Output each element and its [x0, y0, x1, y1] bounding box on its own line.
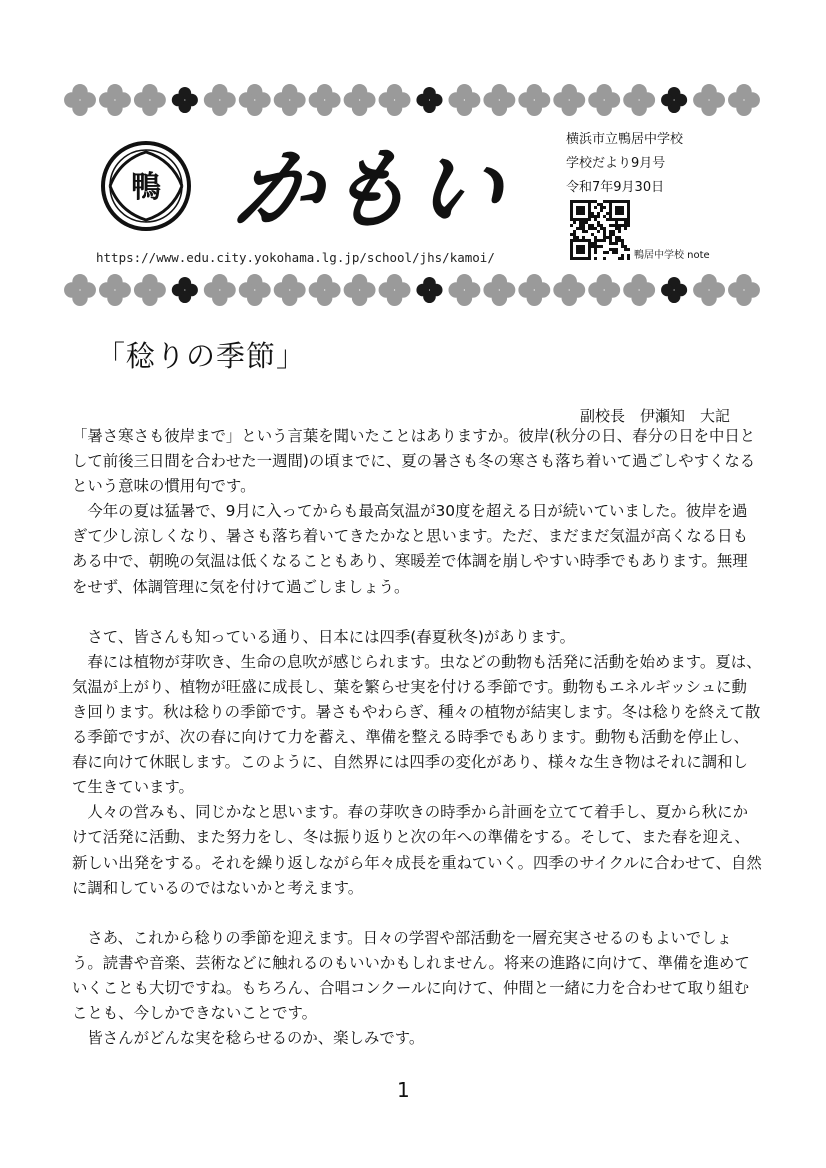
school-url[interactable]: https://www.edu.city.yokohama.lg.jp/school/jhs/kamoi/ [96, 250, 495, 265]
clover-border-bottom-graphic [62, 270, 762, 310]
clover-icon [693, 274, 725, 306]
newsletter-title: かもい [227, 138, 513, 241]
clover-icon [379, 84, 411, 116]
clover-icon [553, 84, 585, 116]
paragraph: さあ、これから稔りの季節を迎えます。日々の学習や部活動を一層充実させるのもよいでしょう。読書や音楽、芸術などに触れるのもいいかもしれません。将来の進路に向けて、準備を進めていくことも大切ですね。もちろん、合唱コンクールに向けて、仲間と一緒に力を合わせて取り組むことも、今しかできないことです。 [72, 928, 750, 1022]
page-number: 1 [397, 1078, 410, 1102]
clover-icon [134, 274, 166, 306]
clover-icon [518, 274, 550, 306]
clover-icon [483, 274, 515, 306]
clover-icon [623, 274, 655, 306]
paragraph: 皆さんがどんな実を稔らせるのか、楽しみです。 [72, 1029, 425, 1048]
paragraph: 「暑さ寒さも彼岸まで」という言葉を聞いたことはありますか。彼岸(秋分の日、春分の日を中日として前後三日間を合わせた一週間)の頃までに、夏の暑さも冬の寒さも落ち着いて過ごしやすくなるという意味の慣用句です。 [72, 427, 756, 496]
clover-icon [623, 84, 655, 116]
clover-icon [483, 84, 515, 116]
emblem-character: 鴨 [131, 170, 161, 205]
clover-icon [588, 274, 620, 306]
clover-icon [379, 274, 411, 306]
clover-icon [553, 274, 585, 306]
clover-icon [344, 274, 376, 306]
clover-icon [274, 274, 306, 306]
issue-date: 令和7年9月30日 [566, 180, 665, 195]
clover-icon [134, 84, 166, 116]
clover-icon [416, 277, 442, 303]
clover-icon [448, 84, 480, 116]
clover-icon [99, 274, 131, 306]
clover-icon [661, 87, 687, 113]
clover-border-bottom [62, 270, 762, 310]
school-info-block [566, 128, 683, 200]
clover-border-top [62, 80, 762, 120]
article-body [72, 424, 762, 1051]
paragraph: 今年の夏は猛暑で、9月に入ってからも最高気温が30度を超える日が続いていました。彼岸を過ぎて少し涼しくなり、暑さも落ち着いてきたかなと思います。ただ、まだまだ気温が高くなる日もある中で、朝晩の気温は低くなることもあり、寒暖差で体調を崩しやすい時季でもあります。無理をせず、体調管理に気を付けて過ごしましょう。 [72, 502, 748, 596]
clover-icon [309, 274, 341, 306]
clover-icon [64, 84, 96, 116]
article-author: 副校長 伊瀬知 大記 [580, 407, 731, 425]
clover-icon [518, 84, 550, 116]
clover-icon [274, 84, 306, 116]
clover-icon [693, 84, 725, 116]
clover-icon [661, 277, 687, 303]
issue-label: 学校だより9月号 [566, 156, 666, 171]
clover-icon [99, 84, 131, 116]
clover-icon [728, 84, 760, 116]
clover-icon [309, 84, 341, 116]
qr-code[interactable] [570, 200, 630, 260]
paragraph: 春には植物が芽吹き、生命の息吹が感じられます。虫などの動物も活発に活動を始めます。夏は、気温が上がり、植物が旺盛に成長し、葉を繁らせ実を付ける季節です。動物もエネルギッシュに動き回ります。秋は稔りの季節です。暑さもやわらぎ、種々の植物が結実します。冬は稔りを終えて散る季節ですが、次の春に向けて力を蓄え、準備を整える時季でもあります。動物も活動を停止し、春に向けて休眠します。このように、自然界には四季の変化があり、様々な生き物はそれに調和して生きています。 [72, 652, 762, 797]
clover-icon [588, 84, 620, 116]
clover-icon [448, 274, 480, 306]
article-title: 「稔りの季節」 [96, 339, 307, 373]
school-emblem [100, 140, 192, 232]
clover-icon [172, 277, 198, 303]
clover-icon [416, 87, 442, 113]
paragraph: さて、皆さんも知っている通り、日本には四季(春夏秋冬)があります。 [72, 627, 575, 646]
clover-icon [239, 84, 271, 116]
clover-icon [239, 274, 271, 306]
clover-icon [64, 274, 96, 306]
note-label: 鴨居中学校 note [634, 250, 710, 261]
clover-border-top-graphic [62, 80, 762, 120]
clover-icon [204, 274, 236, 306]
paragraph: 人々の営みも、同じかなと思います。春の芽吹きの時季から計画を立てて着手し、夏から秋にかけて活発に活動、また努力をし、冬は振り返りと次の年への準備をする。そして、また春を迎え、新しい出発をする。それを繰り返しながら年々成長を重ねていく。四季のサイクルに合わせて、自然に調和しているのではないかと考えます。 [72, 803, 762, 897]
clover-icon [204, 84, 236, 116]
school-name: 横浜市立鴨居中学校 [566, 132, 684, 147]
clover-icon [172, 87, 198, 113]
clover-icon [344, 84, 376, 116]
clover-icon [728, 274, 760, 306]
